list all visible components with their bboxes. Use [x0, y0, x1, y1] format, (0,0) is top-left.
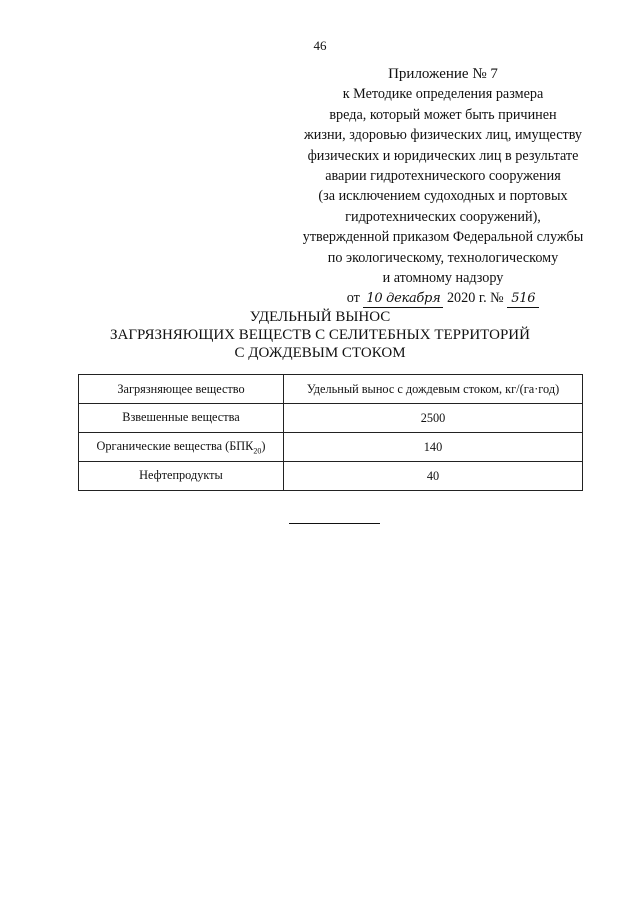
- date-prefix: от: [346, 290, 360, 307]
- column-header-emission: Удельный вынос с дождевым стоком, кг/(га·год): [284, 375, 583, 404]
- appendix-line: вреда, который может быть причинен: [329, 106, 557, 123]
- appendix-line: утвержденной приказом Федеральной службы: [302, 229, 584, 246]
- page-number: 46: [313, 38, 327, 53]
- year-text: 2020 г. №: [446, 290, 504, 307]
- substance-cell: [79, 433, 284, 462]
- table-header-row: [79, 375, 583, 404]
- substance-cell: [79, 404, 284, 433]
- substance-subscript: 20: [253, 446, 262, 456]
- substance-cell: [79, 462, 284, 491]
- emissions-table: [78, 374, 583, 491]
- document-title: [60, 308, 580, 362]
- appendix-line: и атомному надзору: [382, 270, 504, 287]
- handwritten-order-number: 516: [507, 291, 539, 308]
- table-row: [79, 462, 583, 491]
- appendix-line: (за исключением судоходных и портовых: [318, 188, 568, 205]
- substance-name: Взвешенные вещества: [122, 409, 240, 424]
- value-cell: 40: [284, 462, 583, 491]
- appendix-line: Приложение № 7: [388, 66, 498, 82]
- table-row: [79, 433, 583, 462]
- appendix-line: гидротехнических сооружений),: [345, 208, 541, 225]
- handwritten-date: 10 декабря: [363, 291, 443, 308]
- substance-name: Органические вещества (БПК: [96, 438, 254, 453]
- appendix-block: [280, 64, 606, 309]
- value-cell: 140: [284, 433, 583, 462]
- appendix-line: жизни, здоровью физических лиц, имуществу: [303, 127, 583, 144]
- substance-tail: ): [261, 438, 266, 453]
- appendix-line: к Методике определения размера: [342, 86, 544, 103]
- title-line: УДЕЛЬНЫЙ ВЫНОС: [249, 309, 391, 325]
- order-date-line: [280, 288, 606, 308]
- end-divider: [289, 523, 380, 524]
- appendix-line: физических и юридических лиц в результате: [307, 147, 579, 164]
- substance-name: Нефтепродукты: [139, 467, 223, 482]
- appendix-line: по экологическому, технологическому: [327, 249, 559, 266]
- table-row: [79, 404, 583, 433]
- title-line: ЗАГРЯЗНЯЮЩИХ ВЕЩЕСТВ С СЕЛИТЕБНЫХ ТЕРРИТОРИЙ: [110, 327, 530, 343]
- column-header-substance: Загрязняющее вещество: [79, 375, 284, 404]
- title-line: С ДОЖДЕВЫМ СТОКОМ: [234, 345, 406, 361]
- appendix-line: аварии гидротехнического сооружения: [325, 168, 561, 185]
- value-cell: 2500: [284, 404, 583, 433]
